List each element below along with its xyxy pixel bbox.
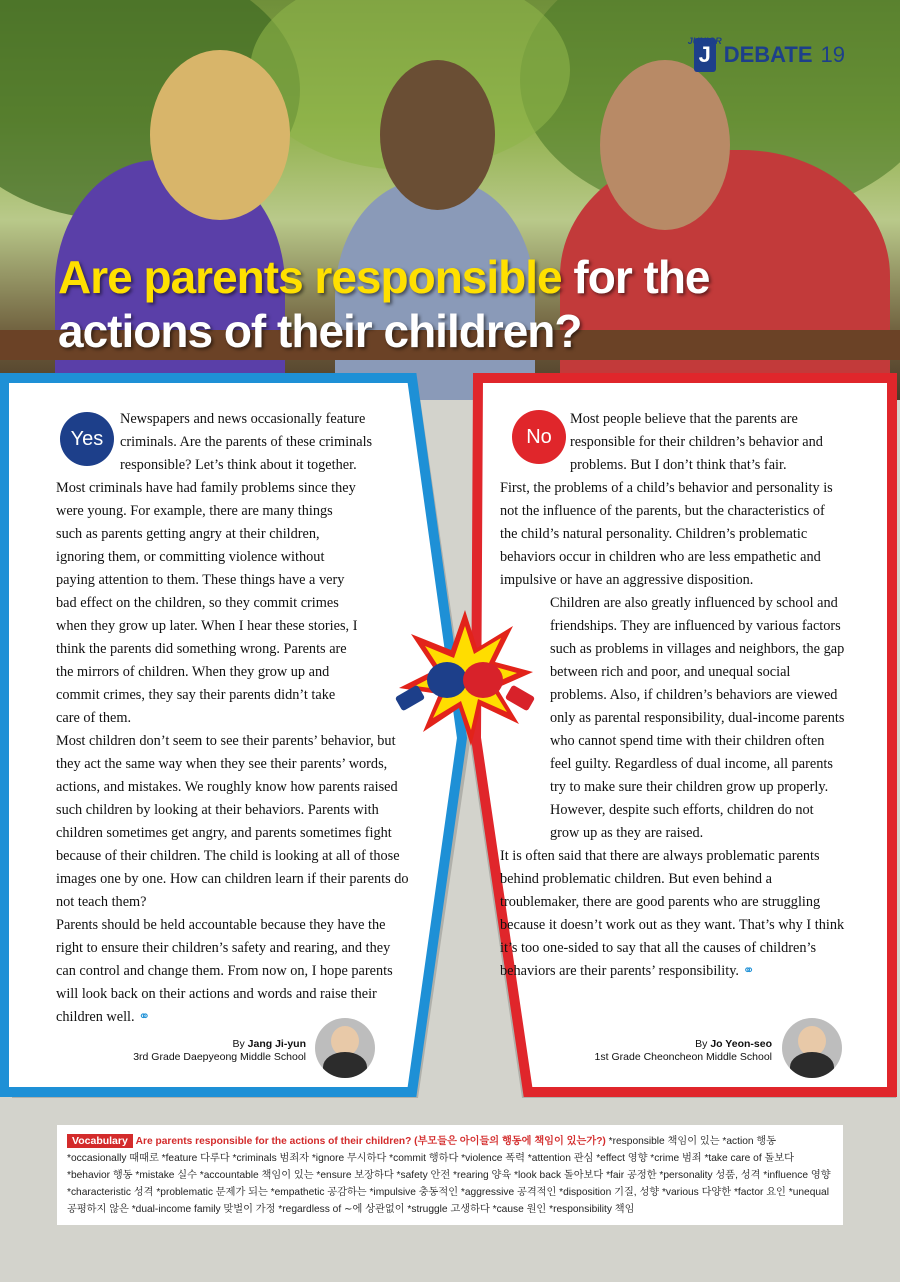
yes-paragraph-intro: Newspapers and news occasionally feature criminals. Are the parents of these criminals responsible? Let’s think about it together. (120, 411, 373, 473)
yes-author-name: Jang Ji-yun (247, 1038, 306, 1050)
yes-author-avatar (315, 1018, 375, 1078)
no-author-school: 1st Grade Cheoncheon Middle School (594, 1051, 772, 1063)
page-title (58, 250, 858, 358)
no-paragraph-intro: Most people believe that the parents are responsible for their children’s behavior and problems. But I don’t think that’s fair. (570, 411, 823, 473)
no-badge: No (512, 410, 566, 464)
no-author-avatar (782, 1018, 842, 1078)
page-number: 19 (820, 42, 845, 67)
title-rest: for the actions of their children? (58, 251, 710, 357)
title-highlight: Are parents responsible (58, 251, 562, 303)
headphones-icon: ⚭ (138, 1009, 151, 1025)
magazine-brand (687, 36, 845, 72)
vocabulary-tag: Vocabulary (67, 1134, 133, 1148)
no-paragraph-1: First, the problems of a child’s behavior and personality is not the influence of the parents, but the characteristics of the child’s natural personality. Children’s problematic behaviors occur in children who are less empathetic and impulsive or have an aggressive disposition. (500, 480, 833, 588)
no-argument (490, 408, 845, 983)
junior-logo-letter: J (698, 42, 711, 67)
yes-paragraph-3: Parents should be held accountable because they have the right to ensure their children’s safety and rearing, and they can control and change them. From now on, I hope parents will look back on their actions and words and raise their children well. (56, 917, 393, 1025)
yes-paragraph-2: Most children don’t seem to see their parents’ behavior, but they act the same way when they see their parents’ words, actions, and mistakes. We roughly know how parents raised such children by looking at their behaviors. Parents with children sometimes get angry, and parents sometimes fight because of their children. The child is looking at all of those images one by one. How can children learn if their parents do not teach them? (56, 733, 409, 910)
yes-author-school: 3rd Grade Daepyeong Middle School (133, 1051, 306, 1063)
section-label: DEBATE (723, 42, 813, 67)
yes-author-by: By (232, 1038, 248, 1050)
vocabulary-box (57, 1125, 843, 1225)
yes-argument (56, 408, 421, 1029)
junior-label: JUNIOR (687, 36, 722, 46)
vocabulary-question: Are parents responsible for the actions of their children? (부모들은 아이들의 행동에 책임이 있는가?) (135, 1136, 606, 1147)
yes-author (120, 1038, 306, 1064)
no-paragraph-2: Children are also greatly influenced by school and friendships. They are influenced by various factors such as problems in villages and neighbors, the gap between rich and poor, and unequal social problems. Also, if children’s behaviors are viewed only as parental responsibility, dual-income parents who cannot spend time with their children often feel guilty. Regardless of dual income, all parents try to make sure their children grow up properly. However, despite such efforts, children do not grow up as they are raised. (550, 595, 845, 841)
junior-logo (687, 36, 722, 72)
yes-paragraph-1: Most criminals have had family problems since they were young. For example, there are many things such as parents getting angry at their children, ignoring them, or committing violence without paying attention to them. These things have a very bad effect on the children, so they commit crimes when they grow up later. When I hear these stories, I think the parents did something wrong. Parents are the mirrors of children. When they grow up and commit crimes, they say their parents didn’t take care of them. (56, 480, 358, 726)
debate-panels (0, 370, 900, 1110)
yes-badge: Yes (60, 412, 114, 466)
vocabulary-terms: *responsible 책임이 있는 *action 행동 *occasionally 때때로 *feature 다루다 *criminals 범죄자 *ignore 무시하다 *commit 행하다 *violence 폭력 *attention 관심 *effect 영향 *crime 범죄 *take care of 돌보다 *behavior 행동 *mistake 실수 *accountable 책임이 있는 *ensure 보장하다 *safety 안전 *rearing 양육 *look back 돌아보다 *fair 공정한 *personality 성품, 성격 *influence 영향 *characteristic 성격 *problematic 문제가 되는 *empathetic 공감하는 *impulsive 충동적인 *aggressive 공격적인 *disposition 기질, 성향 *various 다양한 *factor 요인 *unequal 공평하지 않은 *dual-income family 맞벌이 가정 *regardless of ∼에 상관없이 *struggle 고생하다 *cause 원인 *responsibility 책임 (67, 1136, 831, 1215)
no-author-by: By (695, 1038, 711, 1050)
no-paragraph-3: It is often said that there are always problematic parents behind problematic children. But even behind a troublemaker, there are good parents who are struggling because it doesn’t work out as they want. That’s why I think it’s too one-sided to say that all the causes of children’s behaviors are their parents’ responsibility. (500, 848, 845, 979)
no-author-name: Jo Yeon-seo (710, 1038, 772, 1050)
headphones-icon: ⚭ (742, 963, 755, 979)
no-author (586, 1038, 772, 1064)
